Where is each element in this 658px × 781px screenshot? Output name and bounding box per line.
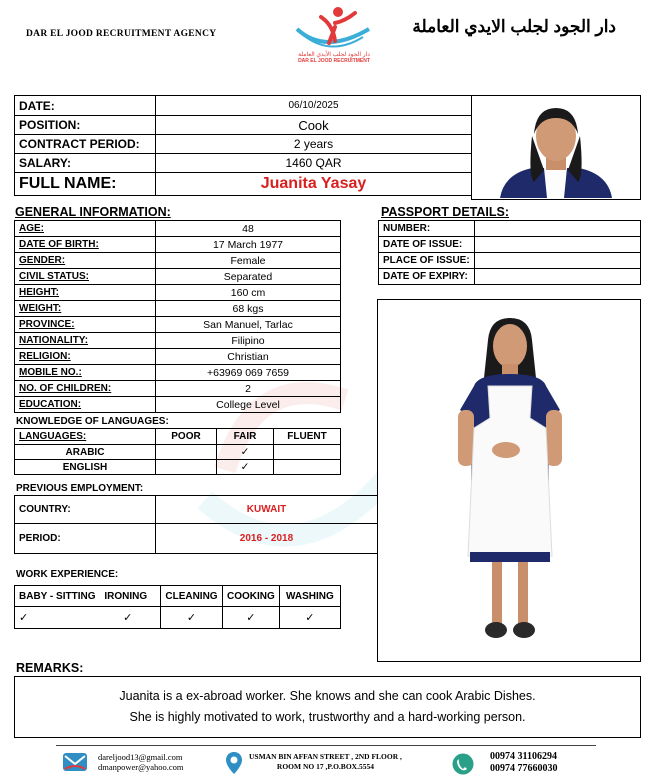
employment-title: PREVIOUS EMPLOYMENT: [16,483,144,494]
cleaning-check-icon: ✓ [160,607,222,629]
salary-value: 1460 QAR [156,154,472,173]
passport-issue-place-value [474,253,640,269]
cooking-check-icon: ✓ [222,607,279,629]
passport-expiry-value [474,269,640,285]
passport-issue-date-value [474,237,640,253]
agency-logo [285,3,383,73]
cooking-header: COOKING [222,586,279,607]
nationality-value: Filipino [156,333,341,349]
country-value: KUWAIT [156,496,378,524]
location-pin-icon [225,751,243,775]
age-label: AGE: [15,221,156,237]
period-label: PERIOD: [15,524,156,554]
religion-value: Christian [156,349,341,365]
passport-issue-place-label: PLACE OF ISSUE: [379,253,475,269]
english-poor [156,460,217,475]
passport-table [378,220,641,285]
ironing-header: IRONING [95,586,160,607]
dob-label: DATE OF BIRTH: [15,237,156,253]
salary-label: SALARY: [15,154,156,173]
english-fluent [274,460,341,475]
ironing-check-icon: ✓ [95,607,160,629]
general-info-title: GENERAL INFORMATION: [15,205,171,219]
province-label: PROVINCE: [15,317,156,333]
footer-divider [56,745,596,746]
children-label: NO. OF CHILDREN: [15,381,156,397]
logo-text-ar: دار الجود لجلب الأيدي العاملة [298,52,370,58]
email-secondary: dmanpower@yahoo.com [98,762,184,772]
height-value: 160 cm [156,285,341,301]
date-value: 06/10/2025 [156,96,472,116]
position-label: POSITION: [15,116,156,135]
language-arabic: ARABIC [15,445,156,460]
religion-label: RELIGION: [15,349,156,365]
passport-issue-date-label: DATE OF ISSUE: [379,237,475,253]
languages-header: LANGUAGES: [15,429,156,445]
education-label: EDUCATION: [15,397,156,413]
passport-title: PASSPORT DETAILS: [381,205,510,219]
address-line-2: ROOM NO 17 ,P.O.BOX.5554 [276,762,374,771]
nationality-label: NATIONALITY: [15,333,156,349]
employment-table [14,495,378,554]
date-label: DATE: [15,96,156,116]
weight-label: WEIGHT: [15,301,156,317]
remarks-line-2: She is highly motivated to work, trustworthy and a hard-working person. [129,710,526,724]
full-name-value: Juanita Yasay [156,173,472,196]
contract-label: CONTRACT PERIOD: [15,135,156,154]
age-value: 48 [156,221,341,237]
fair-header: FAIR [217,429,274,445]
passport-expiry-label: DATE OF EXPIRY: [379,269,475,285]
province-value: San Manuel, Tarlac [156,317,341,333]
mobile-value: +63969 069 7659 [156,365,341,381]
arabic-fluent [274,445,341,460]
footer-phones [490,751,558,775]
logo-text-en: DAR EL JOOD RECRUITMENT [298,58,370,64]
poor-header: POOR [156,429,217,445]
address-line-1: USMAN BIN AFFAN STREET , 2ND FLOOR , [249,752,402,761]
full-body-photo [377,299,641,662]
phone-icon [452,753,474,775]
civil-status-label: CIVIL STATUS: [15,269,156,285]
languages-title: KNOWLEDGE OF LANGUAGES: [16,416,169,427]
education-value: College Level [156,397,341,413]
mobile-label: MOBILE NO.: [15,365,156,381]
weight-value: 68 kgs [156,301,341,317]
languages-table [14,428,341,475]
language-english: ENGLISH [15,460,156,475]
experience-title: WORK EXPERIENCE: [16,569,119,580]
footer-address [249,752,402,772]
gender-value: Female [156,253,341,269]
remarks-line-1: Juanita is a ex-abroad worker. She knows and she can cook Arabic Dishes. [119,689,536,703]
logo-figure-icon [285,3,383,51]
phone-primary: 00974 31106294 [490,751,557,762]
headshot-photo [471,95,641,200]
babysitting-header: BABY - SITTING [15,586,96,607]
passport-number-label: NUMBER: [379,221,475,237]
washing-header: WASHING [279,586,340,607]
dob-value: 17 March 1977 [156,237,341,253]
washing-check-icon: ✓ [279,607,340,629]
footer-emails [98,752,184,772]
experience-table [14,585,341,629]
contract-value: 2 years [156,135,472,154]
email-icon [62,752,88,772]
civil-status-value: Separated [156,269,341,285]
country-label: COUNTRY: [15,496,156,524]
agency-name-en: DAR EL JOOD RECRUITMENT AGENCY [26,29,217,39]
remarks-title: REMARKS: [16,661,84,675]
period-value: 2016 - 2018 [156,524,378,554]
passport-number-value [474,221,640,237]
email-primary: dareljood13@gmail.com [98,752,183,762]
top-info-table [14,95,472,196]
babysitting-check-icon: ✓ [15,607,96,629]
cleaning-header: CLEANING [160,586,222,607]
gender-label: GENDER: [15,253,156,269]
arabic-poor [156,445,217,460]
position-value: Cook [156,116,472,135]
english-fair-check-icon: ✓ [217,460,274,475]
remarks-box [14,676,641,738]
arabic-fair-check-icon: ✓ [217,445,274,460]
children-value: 2 [156,381,341,397]
general-info-table [14,220,341,413]
fluent-header: FLUENT [274,429,341,445]
phone-secondary: 00974 77660030 [490,763,558,774]
agency-name-ar: دار الجود لجلب الايدي العاملة [412,17,616,36]
height-label: HEIGHT: [15,285,156,301]
full-name-label: FULL NAME: [15,173,156,196]
